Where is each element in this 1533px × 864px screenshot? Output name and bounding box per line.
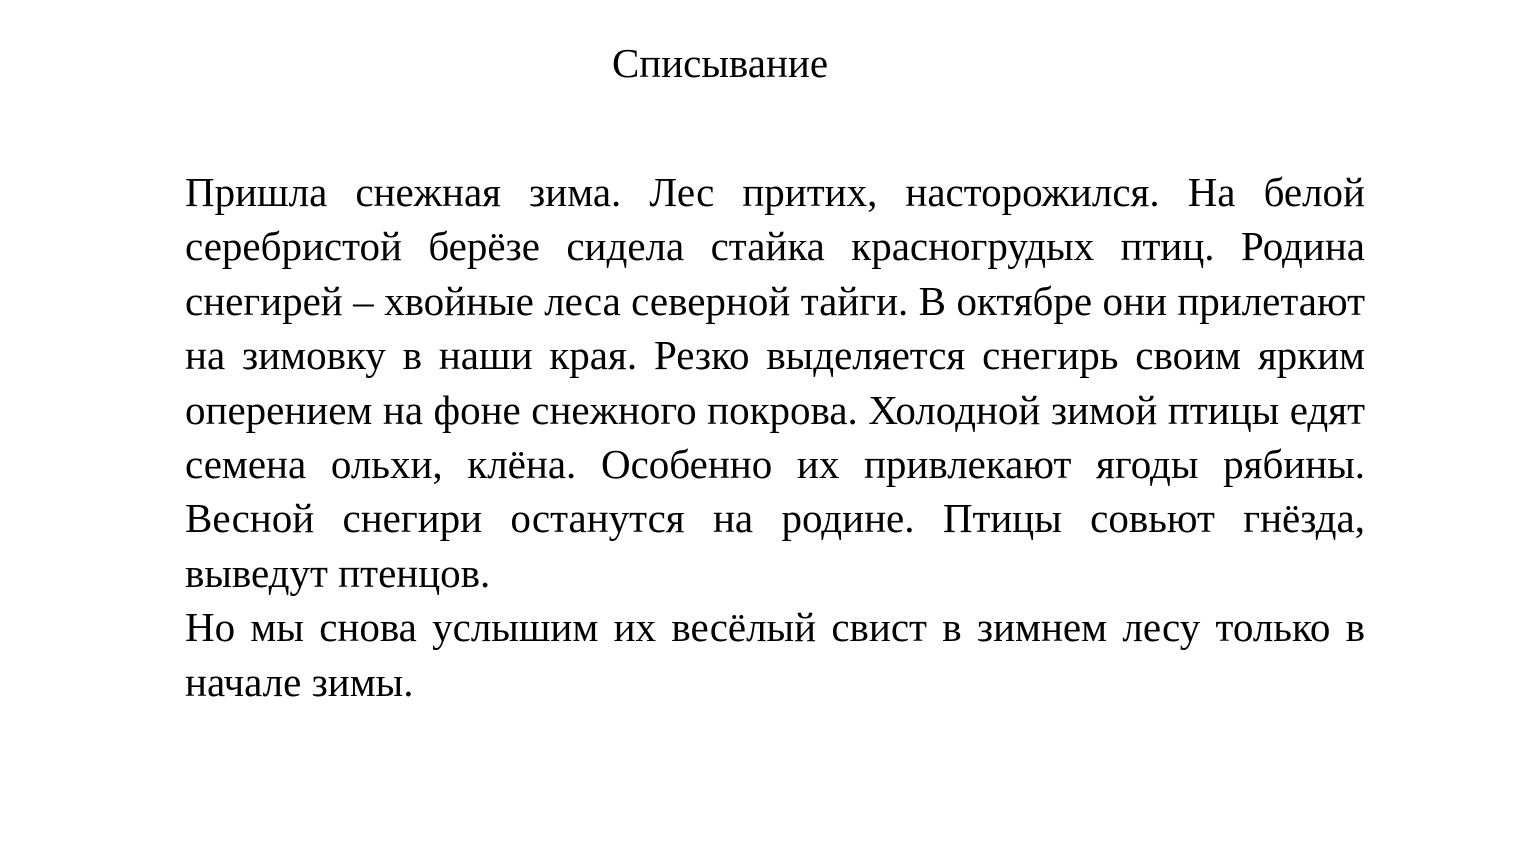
paragraph-1: Пришла снежная зима. Лес притих, насторожился. На белой серебристой берёзе сидела стайка красногрудых птиц. Родина снегирей – хвойные леса северной тайги. В октябре они прилетают на зимовку в наши края. Резко выделяется снегирь своим ярким оперением на фоне снежного покрова. Холодной зимой птицы едят семена ольхи, клёна. Особенно их привлекают ягоды рябины. Весной снегири останутся на родине. Птицы совьют гнёзда, выведут птенцов.	[185, 169, 1365, 596]
page-title: Списывание	[611, 40, 829, 86]
paragraph-2: Но мы снова услышим их весёлый свист в зимнем лесу только в начале зимы.	[185, 604, 1365, 705]
dictation-text	[185, 165, 1365, 709]
